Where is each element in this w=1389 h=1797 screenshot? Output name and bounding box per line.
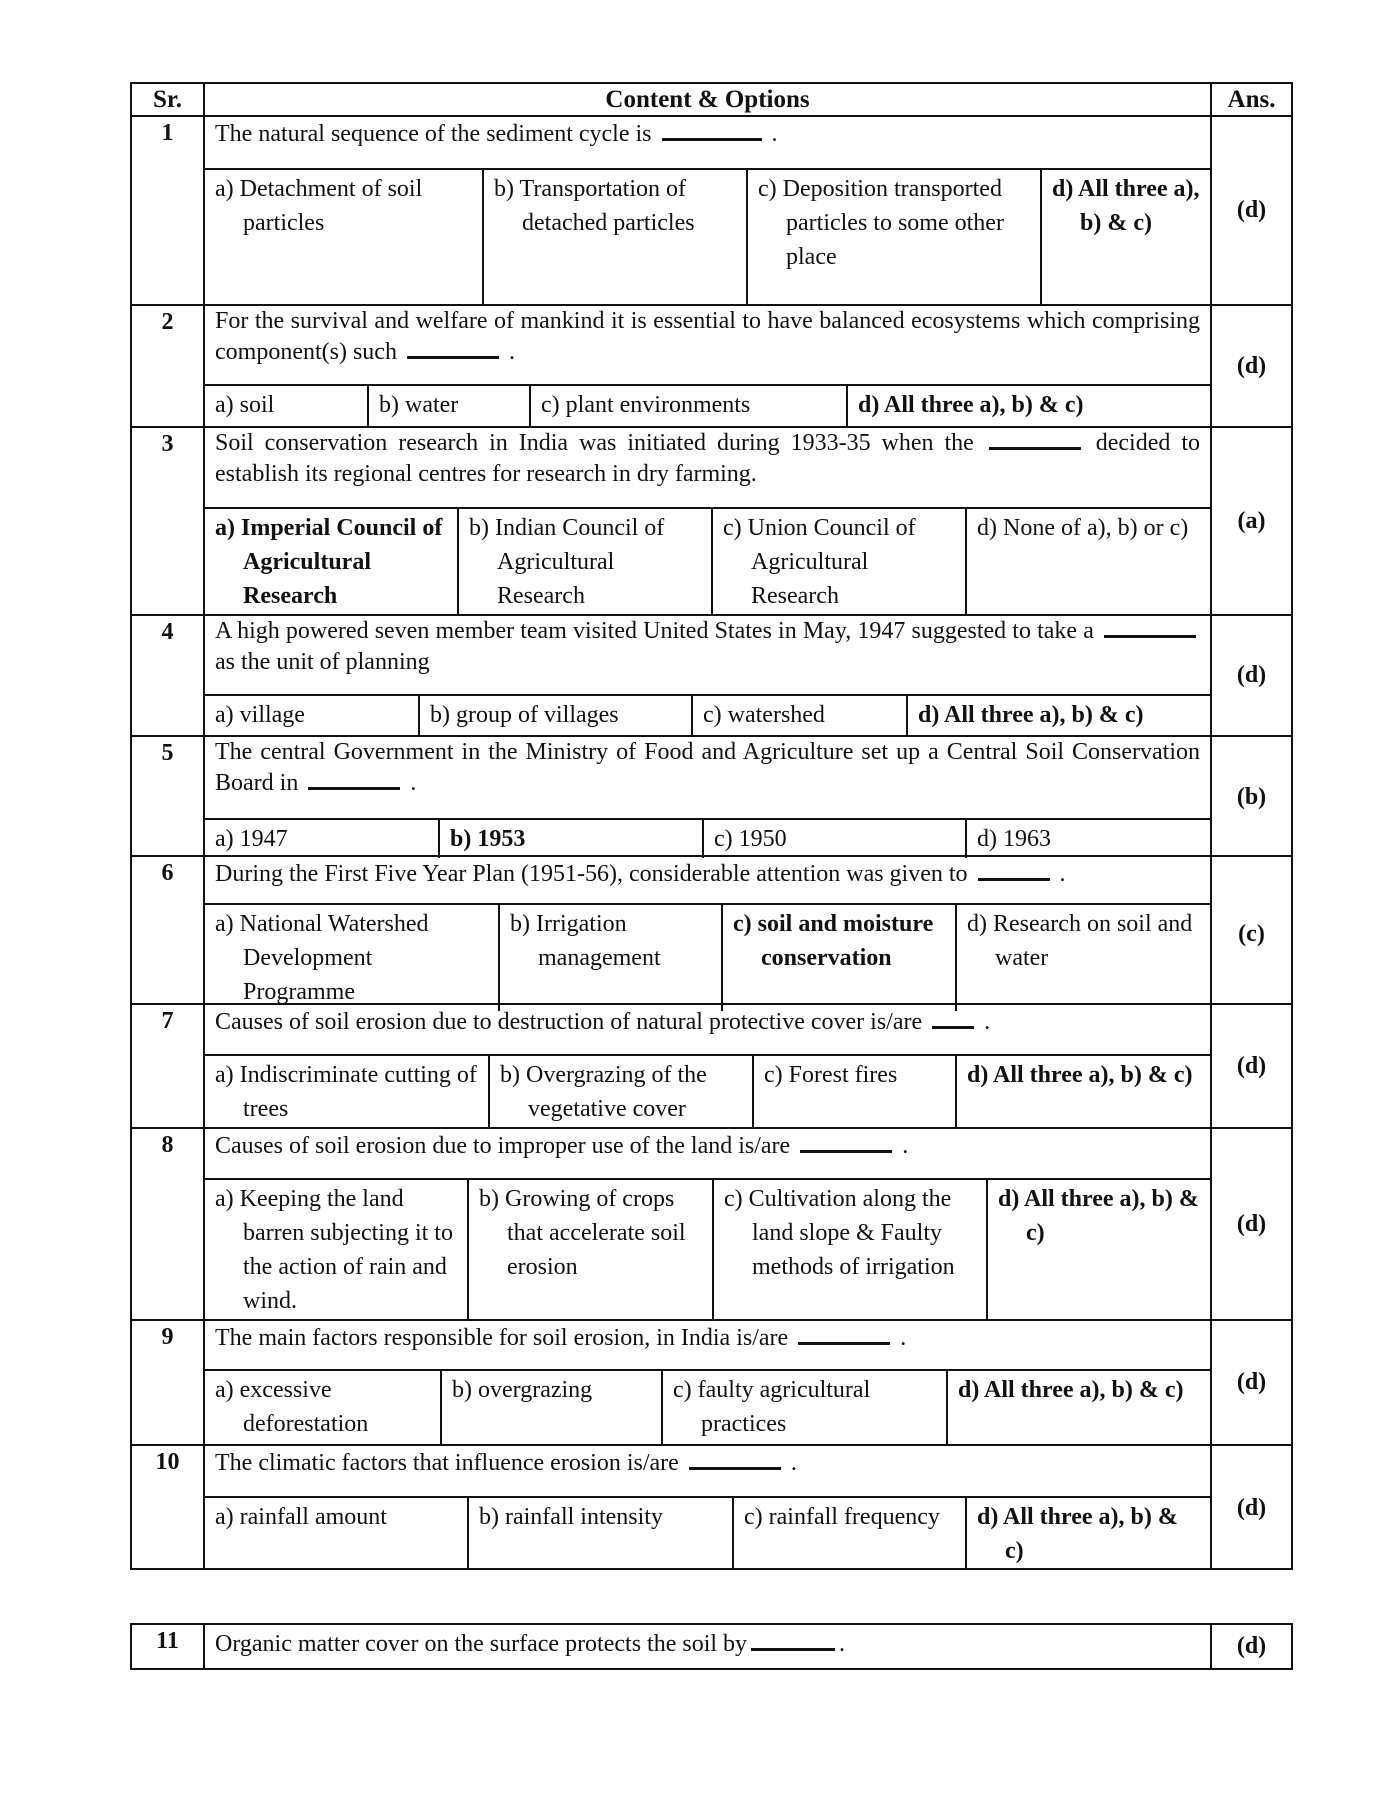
question-number: 3 [132, 428, 205, 615]
option-b: b) 1953 [438, 820, 702, 858]
option-c: c) Deposition transported particles to some other place [746, 170, 1040, 304]
option-b: b) Irrigation management [498, 905, 721, 1011]
question-text [205, 306, 1210, 384]
option-c: c) Cultivation along the land slope & Faulty methods of irrigation [712, 1180, 986, 1320]
question-text-pre: The main factors responsible for soil erosion, in India is/are [215, 1325, 789, 1351]
question-text-post: . [410, 770, 417, 796]
question-content [205, 1625, 1210, 1668]
question-text [205, 1005, 1210, 1054]
options-row [205, 1496, 1210, 1570]
option-b: b) water [367, 386, 529, 426]
option-a: a) rainfall amount [215, 1504, 387, 1530]
table-row [132, 614, 1291, 735]
option-d: d) All three a), b) & c) [986, 1180, 1210, 1320]
question-text-post: . [839, 1631, 846, 1657]
option-a: a) Indiscriminate cutting of trees [215, 1062, 477, 1122]
question-number: 4 [132, 616, 205, 735]
option-d: d) 1963 [965, 820, 1210, 858]
options-row [205, 1369, 1210, 1444]
question-table-continued [130, 1623, 1293, 1670]
question-content [205, 1446, 1210, 1570]
option-a: a) National Watershed Development Programme [215, 911, 429, 1005]
question-text [205, 857, 1210, 903]
question-number: 5 [132, 737, 205, 858]
option-c: c) 1950 [702, 820, 965, 858]
option-a: a) soil [215, 392, 275, 418]
option-a: a) Keeping the land barren subjecting it to the action of rain and wind. [215, 1186, 453, 1314]
question-text-pre: The central Government in the Ministry of Food and Agriculture set up a Central Soil Conservation Board in [215, 739, 1200, 796]
option-c: c) Union Council of Agricultural Research [711, 509, 965, 615]
option-d: d) All three a), b) & c) [955, 1056, 1210, 1128]
option-b: b) Overgrazing of the vegetative cover [488, 1056, 752, 1128]
question-text [205, 117, 1210, 168]
question-number: 11 [132, 1625, 205, 1668]
answer-blank [989, 446, 1081, 450]
question-content [205, 857, 1210, 1011]
question-number: 7 [132, 1005, 205, 1128]
option-d: d) Research on soil and water [955, 905, 1210, 1011]
question-number: 9 [132, 1321, 205, 1444]
answer-blank [800, 1149, 892, 1153]
answer-blank [689, 1466, 781, 1470]
options-row [205, 507, 1210, 615]
answer-cell: (d) [1210, 1446, 1291, 1570]
table-row [132, 304, 1291, 426]
header-sr: Sr. [132, 84, 205, 115]
question-table [130, 82, 1293, 1570]
question-text-pre: Soil conservation research in India was initiated during 1933-35 when the [215, 430, 974, 456]
option-d: d) All three a), b) & c) [965, 1498, 1210, 1570]
option-a: a) Detachment of soil particles [215, 176, 423, 236]
question-content [205, 1005, 1210, 1128]
question-text-pre: For the survival and welfare of mankind it is essential to have balanced ecosystems which comprising component(s) such [215, 308, 1200, 365]
question-text-post: . [900, 1325, 907, 1351]
option-b: b) Growing of crops that accelerate soil erosion [467, 1180, 712, 1320]
answer-cell: (d) [1210, 1321, 1291, 1444]
answer-blank [751, 1647, 835, 1651]
answer-cell: (c) [1210, 857, 1291, 1011]
question-text [205, 737, 1210, 818]
answer-cell: (d) [1210, 117, 1291, 304]
table-row [132, 1003, 1291, 1127]
option-a: a) village [215, 702, 305, 728]
answer-cell: (d) [1210, 1129, 1291, 1320]
answer-blank [1104, 634, 1196, 638]
option-d: d) All three a), b) & c) [1040, 170, 1210, 304]
option-c: c) plant environments [529, 386, 846, 426]
table-row [132, 1625, 1291, 1668]
answer-blank [978, 877, 1050, 881]
answer-cell: (d) [1210, 616, 1291, 735]
option-c: c) Forest fires [752, 1056, 955, 1128]
question-text-post: . [771, 121, 778, 147]
option-a: a) excessive deforestation [215, 1377, 369, 1437]
answer-blank [798, 1341, 890, 1345]
question-text-pre: Organic matter cover on the surface protects the soil by [215, 1631, 748, 1657]
question-text-pre: Causes of soil erosion due to destruction of natural protective cover is/are [215, 1009, 923, 1035]
answer-blank [662, 137, 762, 141]
option-c: c) faulty agricultural practices [661, 1371, 946, 1444]
question-number: 1 [132, 117, 205, 304]
table-row [132, 1127, 1291, 1319]
table-row [132, 426, 1291, 614]
question-text [205, 616, 1210, 694]
question-number: 6 [132, 857, 205, 1011]
answer-cell: (a) [1210, 428, 1291, 615]
question-text-pre: During the First Five Year Plan (1951-56), considerable attention was given to [215, 861, 968, 887]
table-row [132, 115, 1291, 304]
table-row [132, 1444, 1291, 1568]
options-row [205, 818, 1210, 858]
options-row [205, 1054, 1210, 1128]
option-d: d) All three a), b) & c) [846, 386, 1210, 426]
question-number: 8 [132, 1129, 205, 1320]
question-text-post: as the unit of planning [215, 649, 430, 675]
question-text [205, 1446, 1210, 1496]
question-text [205, 1129, 1210, 1178]
answer-cell: (d) [1210, 306, 1291, 426]
question-content [205, 117, 1210, 304]
header-content: Content & Options [605, 86, 810, 113]
question-content [205, 1129, 1210, 1320]
question-text-pre: A high powered seven member team visited United States in May, 1947 suggested to take a [215, 618, 1094, 644]
table-row [132, 1319, 1291, 1444]
option-c: c) watershed [691, 696, 906, 735]
table-header [132, 84, 1291, 115]
question-text-post: . [902, 1133, 909, 1159]
question-text-post: . [508, 339, 515, 365]
options-row [205, 384, 1210, 426]
question-text [205, 1625, 1210, 1664]
option-c: c) rainfall frequency [732, 1498, 965, 1570]
answer-blank [308, 786, 400, 790]
answer-cell: (b) [1210, 737, 1291, 858]
question-text-post: . [790, 1450, 797, 1476]
option-d: d) All three a), b) & c) [906, 696, 1210, 735]
table-row [132, 855, 1291, 1003]
question-text-pre: The climatic factors that influence erosion is/are [215, 1450, 679, 1476]
question-number: 2 [132, 306, 205, 426]
question-content [205, 428, 1210, 615]
question-text-pre: The natural sequence of the sediment cycle is [215, 121, 652, 147]
answer-blank [407, 355, 499, 359]
question-content [205, 306, 1210, 426]
options-row [205, 168, 1210, 304]
question-content [205, 1321, 1210, 1444]
question-text-post: decided to establish its regional centres for research in dry farming. [215, 430, 1201, 487]
option-b: b) rainfall intensity [467, 1498, 732, 1570]
option-b: b) overgrazing [440, 1371, 661, 1444]
question-text-post: . [984, 1009, 991, 1035]
table-row [132, 735, 1291, 855]
options-row [205, 694, 1210, 735]
option-b: b) group of villages [418, 696, 691, 735]
answer-blank [932, 1025, 974, 1029]
question-text [205, 428, 1210, 507]
option-d: d) None of a), b) or c) [965, 509, 1210, 615]
option-a: a) Imperial Council of Agricultural Research [215, 515, 443, 609]
question-text-post: . [1059, 861, 1066, 887]
answer-cell: (d) [1210, 1625, 1291, 1668]
option-b: b) Indian Council of Agricultural Research [457, 509, 711, 615]
option-b: b) Transportation of detached particles [482, 170, 746, 304]
options-row [205, 1178, 1210, 1320]
header-ans: Ans. [1210, 84, 1291, 115]
option-d: d) All three a), b) & c) [946, 1371, 1210, 1444]
options-row [205, 903, 1210, 1011]
question-text [205, 1321, 1210, 1369]
question-number: 10 [132, 1446, 205, 1570]
option-a: a) 1947 [215, 826, 288, 852]
option-c: c) soil and moisture conservation [721, 905, 955, 1011]
answer-cell: (d) [1210, 1005, 1291, 1128]
question-text-pre: Causes of soil erosion due to improper use of the land is/are [215, 1133, 791, 1159]
question-content [205, 616, 1210, 735]
question-content [205, 737, 1210, 858]
